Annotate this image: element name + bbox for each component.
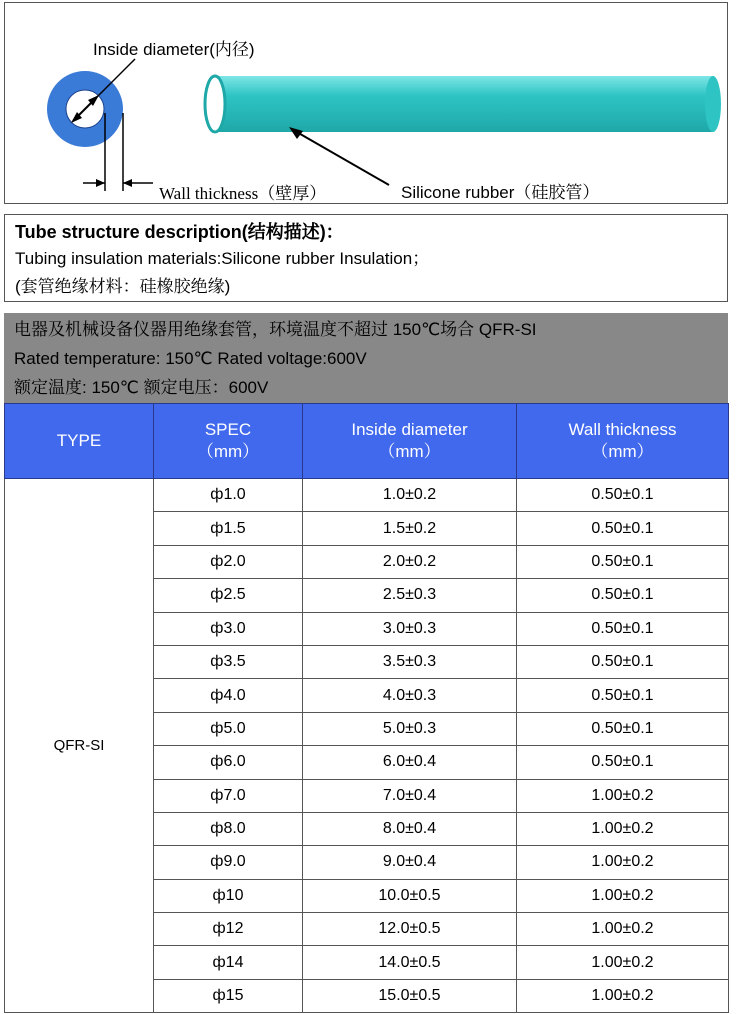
info-line-2: Rated temperature: 150℃ Rated voltage:600V bbox=[14, 349, 367, 368]
spec-cell: ф1.0 bbox=[154, 479, 303, 512]
wall-thickness-cell: 1.00±0.2 bbox=[517, 812, 729, 845]
inside-diameter-cell: 4.0±0.3 bbox=[303, 679, 517, 712]
wall-thickness-cell: 1.00±0.2 bbox=[517, 946, 729, 979]
wall-thickness-cell: 0.50±0.1 bbox=[517, 512, 729, 545]
description-line-2: (套管绝缘材料：硅橡胶绝缘) bbox=[15, 277, 231, 296]
tube-diagram-graphic bbox=[5, 3, 729, 205]
inside-diameter-cell: 7.0±0.4 bbox=[303, 779, 517, 812]
inside-diameter-cell: 5.0±0.3 bbox=[303, 712, 517, 745]
inside-diameter-cell: 6.0±0.4 bbox=[303, 746, 517, 779]
description-title: Tube structure description(结构描述)： bbox=[15, 222, 344, 242]
wall-thickness-cell: 0.50±0.1 bbox=[517, 746, 729, 779]
tube-opening bbox=[205, 76, 225, 132]
table-row bbox=[5, 479, 729, 512]
header-spec: SPEC （mm） bbox=[154, 404, 303, 479]
header-type: TYPE bbox=[5, 404, 154, 479]
spec-cell: ф10 bbox=[154, 879, 303, 912]
spec-cell: ф7.0 bbox=[154, 779, 303, 812]
inside-diameter-cell: 12.0±0.5 bbox=[303, 913, 517, 946]
inside-diameter-cell: 15.0±0.5 bbox=[303, 979, 517, 1012]
inside-diameter-cell: 3.0±0.3 bbox=[303, 612, 517, 645]
inside-diameter-cell: 2.0±0.2 bbox=[303, 545, 517, 578]
header-wall-thickness: Wall thickness （mm） bbox=[517, 404, 729, 479]
wall-thickness-cell: 0.50±0.1 bbox=[517, 579, 729, 612]
spec-cell: ф3.5 bbox=[154, 645, 303, 678]
spec-cell: ф8.0 bbox=[154, 812, 303, 845]
wall-thickness-cell: 1.00±0.2 bbox=[517, 913, 729, 946]
description-line-1: Tubing insulation materials:Silicone rubber Insulation； bbox=[15, 249, 430, 268]
inside-diameter-cell: 1.0±0.2 bbox=[303, 479, 517, 512]
spec-cell: ф1.5 bbox=[154, 512, 303, 545]
spec-cell: ф4.0 bbox=[154, 679, 303, 712]
rating-info-banner bbox=[4, 313, 728, 403]
info-line-3: 额定温度: 150℃ 额定电压：600V bbox=[14, 378, 269, 397]
spec-cell: ф2.5 bbox=[154, 579, 303, 612]
silicone-rubber-label: Silicone rubber（硅胶管） bbox=[401, 183, 600, 202]
spec-cell: ф12 bbox=[154, 913, 303, 946]
wall-thickness-label: Wall thickness（壁厚） bbox=[159, 184, 327, 203]
spec-table bbox=[4, 403, 729, 1013]
inside-diameter-cell: 14.0±0.5 bbox=[303, 946, 517, 979]
spec-cell: ф6.0 bbox=[154, 746, 303, 779]
table-header-row bbox=[5, 404, 729, 479]
wall-thickness-cell: 0.50±0.1 bbox=[517, 612, 729, 645]
header-inside-diameter: Inside diameter （mm） bbox=[303, 404, 517, 479]
wall-thickness-cell: 0.50±0.1 bbox=[517, 479, 729, 512]
inside-diameter-cell: 8.0±0.4 bbox=[303, 812, 517, 845]
spec-cell: ф5.0 bbox=[154, 712, 303, 745]
type-cell: QFR-SI bbox=[5, 479, 154, 1013]
inside-diameter-label: Inside diameter(内径) bbox=[93, 40, 255, 59]
spec-cell: ф14 bbox=[154, 946, 303, 979]
wall-thickness-cell: 1.00±0.2 bbox=[517, 979, 729, 1012]
inside-diameter-cell: 10.0±0.5 bbox=[303, 879, 517, 912]
silicone-tube bbox=[213, 76, 713, 132]
wall-thickness-cell: 0.50±0.1 bbox=[517, 545, 729, 578]
wall-thickness-cell: 1.00±0.2 bbox=[517, 846, 729, 879]
wall-thickness-cell: 0.50±0.1 bbox=[517, 679, 729, 712]
info-line-1: 电器及机械设备仪器用绝缘套管，环境温度不超过 150℃场合 QFR-SI bbox=[14, 320, 537, 339]
inside-diameter-cell: 9.0±0.4 bbox=[303, 846, 517, 879]
structure-description bbox=[4, 214, 728, 302]
inside-diameter-cell: 3.5±0.3 bbox=[303, 645, 517, 678]
wall-thickness-cell: 1.00±0.2 bbox=[517, 879, 729, 912]
wall-thickness-cell: 0.50±0.1 bbox=[517, 645, 729, 678]
tube-diagram bbox=[4, 2, 728, 204]
spec-cell: ф3.0 bbox=[154, 612, 303, 645]
wall-thickness-cell: 1.00±0.2 bbox=[517, 779, 729, 812]
spec-cell: ф15 bbox=[154, 979, 303, 1012]
inside-diameter-cell: 1.5±0.2 bbox=[303, 512, 517, 545]
wall-thickness-cell: 0.50±0.1 bbox=[517, 712, 729, 745]
inside-diameter-cell: 2.5±0.3 bbox=[303, 579, 517, 612]
spec-cell: ф9.0 bbox=[154, 846, 303, 879]
spec-cell: ф2.0 bbox=[154, 545, 303, 578]
